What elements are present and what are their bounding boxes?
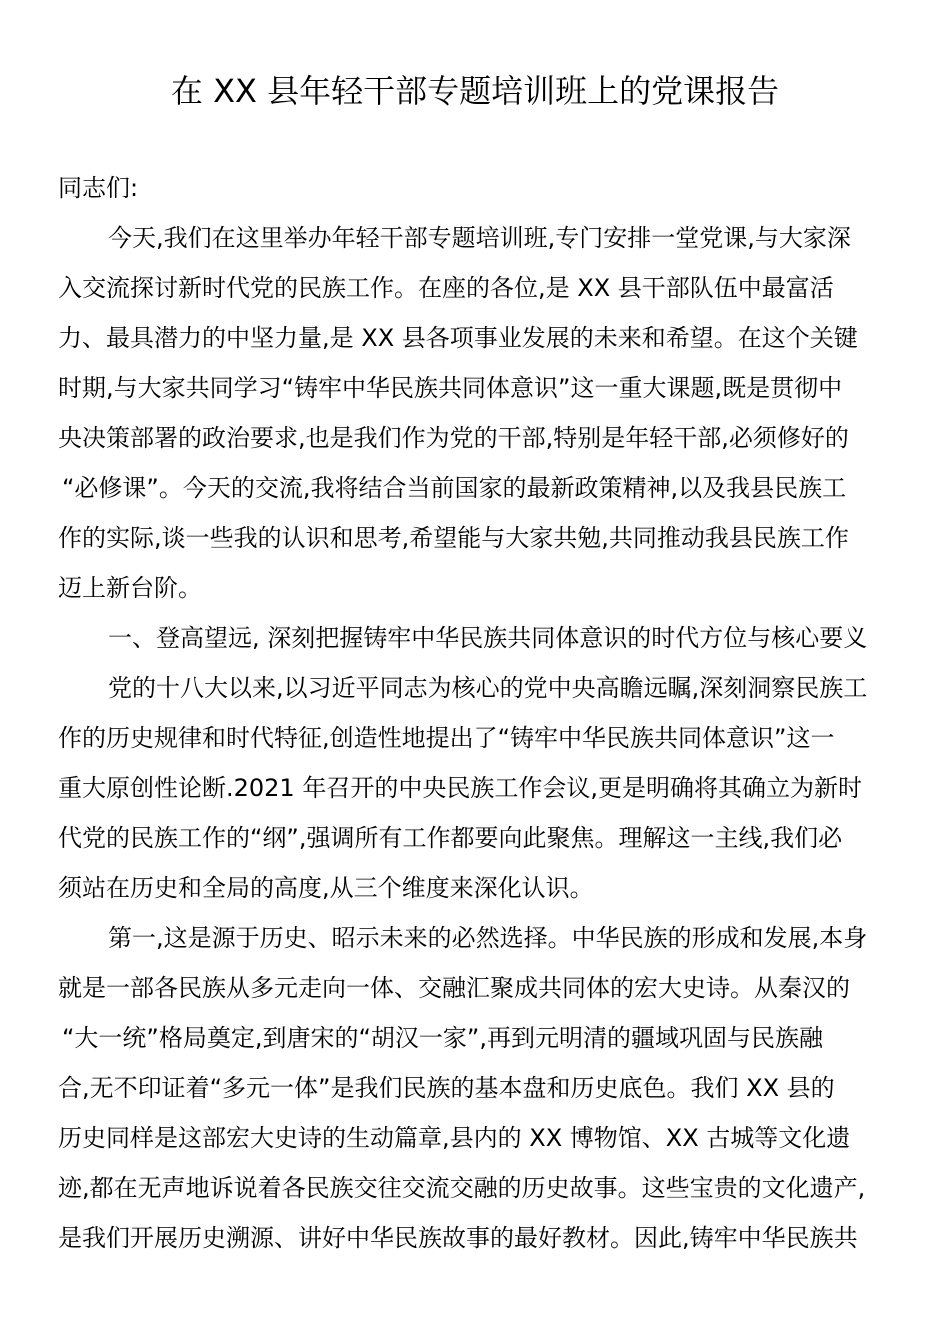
body-line: 历史同样是这部宏大史诗的生动篇章,县内的 XX 博物馆、XX 古城等文化遗	[58, 1124, 851, 1152]
body-line: 作的实际,谈一些我的认识和思考,希望能与大家共勉,共同推动我县民族工作	[58, 524, 849, 552]
document-title: 在 XX 县年轻干部专题培训班上的党课报告	[170, 72, 780, 110]
body-line: 入交流探讨新时代党的民族工作。在座的各位,是 XX 县干部队伍中最富活	[58, 274, 834, 302]
body-line: 须站在历史和全局的高度,从三个维度来深化认识。	[58, 874, 594, 902]
body-line: 力、最具潜力的中坚力量,是 XX 县各项事业发展的未来和希望。在这个关键	[58, 324, 858, 352]
body-line: 时期,与大家共同学习“铸牢中华民族共同体意识”这一重大课题,既是贯彻中	[58, 374, 843, 402]
body-line: 重大原创性论断.2021 年召开的中央民族工作会议,更是明确将其确立为新时	[58, 774, 862, 802]
body-line: “大一统”格局奠定,到唐宋的“胡汉一家”,再到元明清的疆域巩固与民族融	[62, 1024, 823, 1052]
body-line: 迈上新台阶。	[58, 574, 202, 602]
body-line: 作的历史规律和时代特征,创造性地提出了“铸牢中华民族共同体意识”这一	[58, 724, 835, 752]
body-line: 今天,我们在这里举办年轻干部专题培训班,专门安排一堂党课,与大家深	[108, 224, 851, 252]
body-line: 第一,这是源于历史、昭示未来的必然选择。中华民族的形成和发展,本身	[108, 924, 868, 952]
body-line: 合,无不印证着“多元一体”是我们民族的基本盘和历史底色。我们 XX 县的	[58, 1074, 835, 1102]
body-line: 党的十八大以来,以习近平同志为核心的党中央高瞻远瞩,深刻洞察民族工	[108, 674, 868, 702]
body-line: 代党的民族工作的“纲”,强调所有工作都要向此聚焦。理解这一主线,我们必	[58, 824, 843, 852]
body-line: 是我们开展历史溯源、讲好中华民族故事的最好教材。因此,铸牢中华民族共	[58, 1224, 858, 1252]
body-line: 央决策部署的政治要求,也是我们作为党的干部,特别是年轻干部,必须修好的	[58, 424, 849, 452]
section-heading: 一、登高望远, 深刻把握铸牢中华民族共同体意识的时代方位与核心要义	[108, 624, 868, 652]
salutation-line: 同志们:	[58, 174, 139, 202]
body-line: “必修课”。今天的交流,我将结合当前国家的最新政策精神,以及我县民族工	[62, 474, 847, 502]
body-line: 就是一部各民族从多元走向一体、交融汇聚成共同体的宏大史诗。从秦汉的	[58, 974, 850, 1002]
body-line: 迹,都在无声地诉说着各民族交往交流交融的历史故事。这些宝贵的文化遗产,	[58, 1174, 866, 1202]
